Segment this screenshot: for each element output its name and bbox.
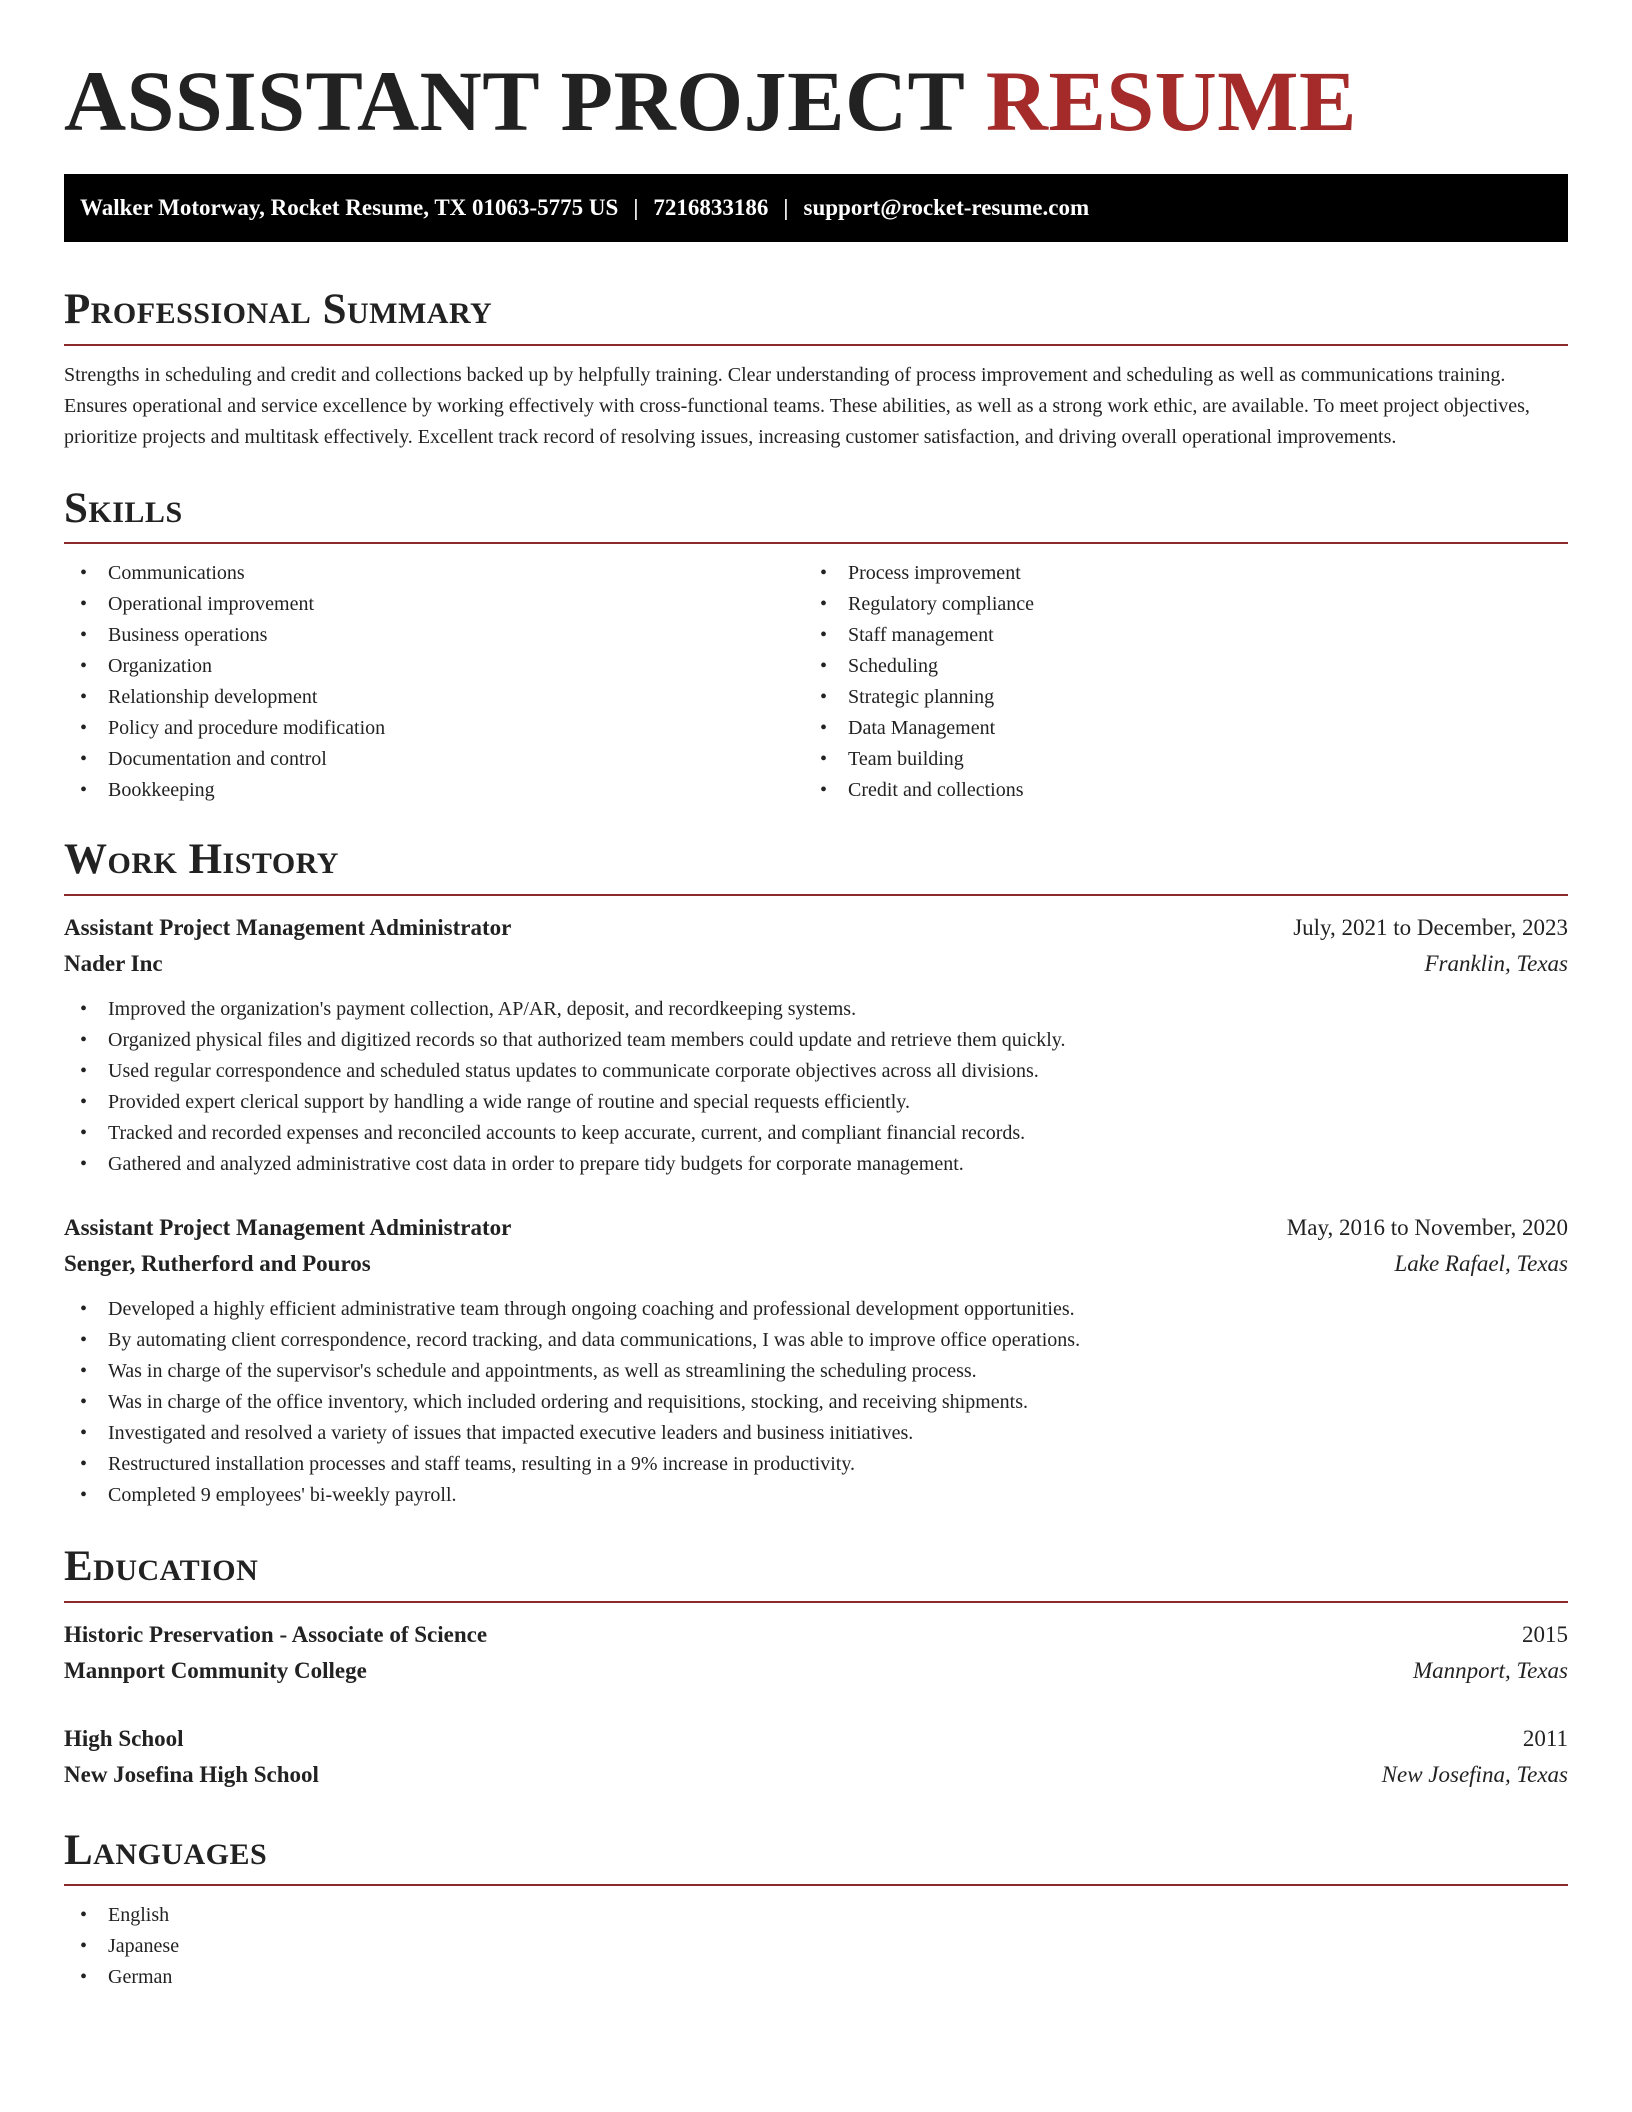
bullet-icon: • xyxy=(80,748,88,771)
bullet-icon: • xyxy=(820,593,828,616)
education-degree: High School xyxy=(64,1725,184,1751)
contact-email: support@rocket-resume.com xyxy=(803,195,1090,221)
bullet-icon: • xyxy=(820,717,828,740)
job-bullet: • Improved the organization's payment collection, AP/AR, deposit, and recordkeeping systems. xyxy=(64,994,1568,1025)
education-location: Mannport, Texas xyxy=(1412,1657,1568,1683)
job-bullet: • Used regular correspondence and scheduled status updates to communicate corporate objectives across all divisions. xyxy=(64,1056,1568,1087)
section-divider xyxy=(64,542,1568,544)
bullet-icon: • xyxy=(820,562,828,585)
contact-address: Walker Motorway, Rocket Resume, TX 01063-5775 US xyxy=(80,195,619,221)
bullet-icon: • xyxy=(80,1060,88,1083)
job-header-row xyxy=(64,910,1568,946)
bullet-icon: • xyxy=(80,624,88,647)
education-year: 2015 xyxy=(1522,1621,1568,1647)
bullet-icon: • xyxy=(80,1453,88,1476)
title-accent: RESUME xyxy=(985,53,1357,149)
job-title: Assistant Project Management Administrator xyxy=(64,1215,512,1241)
languages-list xyxy=(64,1900,1568,1993)
section-divider xyxy=(64,1884,1568,1886)
job-bullet: • Provided expert clerical support by handling a wide range of routine and special requests efficiently. xyxy=(64,1087,1568,1118)
skill-item: • Data Management xyxy=(804,713,1544,744)
job-bullet: • Was in charge of the supervisor's schedule and appointments, as well as streamlining the scheduling process. xyxy=(64,1356,1568,1387)
resume-title xyxy=(64,0,1568,149)
bullet-icon: • xyxy=(80,1298,88,1321)
bullet-icon: • xyxy=(80,593,88,616)
job-bullet: • Was in charge of the office inventory, which included ordering and requisitions, stocking, and receiving shipments. xyxy=(64,1387,1568,1418)
job-bullet: • Completed 9 employees' bi-weekly payroll. xyxy=(64,1480,1568,1511)
bullet-icon: • xyxy=(80,1484,88,1507)
education-entry xyxy=(64,1617,1568,1689)
bullet-icon: • xyxy=(80,779,88,802)
skill-item: • Regulatory compliance xyxy=(804,589,1544,620)
job-bullet: • Tracked and recorded expenses and reconciled accounts to keep accurate, current, and compliant financial records. xyxy=(64,1118,1568,1149)
language-item: • German xyxy=(64,1962,1568,1993)
job-company: Senger, Rutherford and Pouros xyxy=(64,1251,371,1277)
section-heading-work: Work History xyxy=(64,836,339,884)
skill-item: • Policy and procedure modification xyxy=(64,713,804,744)
contact-bar xyxy=(64,174,1568,242)
job-header-row xyxy=(64,1210,1568,1246)
job-company-row xyxy=(64,1246,1568,1282)
bullet-icon: • xyxy=(80,1153,88,1176)
bullet-icon: • xyxy=(80,1904,88,1927)
section-heading-languages: Languages xyxy=(64,1826,268,1874)
job-bullet: • By automating client correspondence, record tracking, and data communications, I was able to improve office operations. xyxy=(64,1325,1568,1356)
job-location: Franklin, Texas xyxy=(1424,951,1568,977)
section-divider xyxy=(64,894,1568,896)
bullet-icon: • xyxy=(80,717,88,740)
skill-item: • Strategic planning xyxy=(804,682,1544,713)
skill-item: • Operational improvement xyxy=(64,589,804,620)
summary-text: Strengths in scheduling and credit and collections backed up by helpfully training. Clear understanding of process improvement and scheduling as well as communications training. Ensures operational and service excellence by working effectively with cross-functional teams. These abilities, as well as a strong work ethic, are available. To meet project objectives, prioritize projects and multitask effectively. Excellent track record of resolving issues, increasing customer satisfaction, and driving overall operational improvements. xyxy=(64,363,1530,448)
skills-column-left xyxy=(64,558,804,806)
section-heading-skills: Skills xyxy=(64,484,183,532)
bullet-icon: • xyxy=(80,1029,88,1052)
job-bullets xyxy=(64,1294,1568,1511)
skills-section xyxy=(64,483,1568,807)
bullet-icon: • xyxy=(80,1391,88,1414)
skill-item: • Team building xyxy=(804,744,1544,775)
section-divider xyxy=(64,344,1568,346)
job-title: Assistant Project Management Administrator xyxy=(64,915,512,941)
education-school-row xyxy=(64,1653,1568,1689)
bullet-icon: • xyxy=(80,655,88,678)
job-bullet: • Gathered and analyzed administrative cost data in order to prepare tidy budgets for corporate management. xyxy=(64,1149,1568,1180)
skill-item: • Business operations xyxy=(64,620,804,651)
bullet-icon: • xyxy=(820,779,828,802)
job-company: Nader Inc xyxy=(64,951,163,977)
professional-summary-section xyxy=(64,284,1568,453)
skill-item: • Process improvement xyxy=(804,558,1544,589)
education-header-row xyxy=(64,1721,1568,1757)
title-main: ASSISTANT PROJECT xyxy=(64,53,964,149)
education-school-row xyxy=(64,1757,1568,1793)
work-history-section xyxy=(64,834,1568,1511)
bullet-icon: • xyxy=(80,1360,88,1383)
bullet-icon: • xyxy=(80,1091,88,1114)
language-item: • Japanese xyxy=(64,1931,1568,1962)
education-entry xyxy=(64,1721,1568,1793)
skill-item: • Organization xyxy=(64,651,804,682)
skill-item: • Staff management xyxy=(804,620,1544,651)
skill-item: • Credit and collections xyxy=(804,775,1544,806)
job-company-row xyxy=(64,946,1568,982)
job-dates: May, 2016 to November, 2020 xyxy=(1286,1215,1568,1241)
education-school: New Josefina High School xyxy=(64,1761,319,1787)
bullet-icon: • xyxy=(80,1329,88,1352)
languages-section xyxy=(64,1825,1568,1994)
education-location: New Josefina, Texas xyxy=(1381,1761,1568,1787)
skills-grid xyxy=(64,558,1568,806)
job-bullets xyxy=(64,994,1568,1180)
job-bullet: • Organized physical files and digitized records so that authorized team members could update and retrieve them quickly. xyxy=(64,1025,1568,1056)
job-entry xyxy=(64,1210,1568,1511)
job-entry xyxy=(64,910,1568,1180)
bullet-icon: • xyxy=(80,1422,88,1445)
skill-item: • Communications xyxy=(64,558,804,589)
bullet-icon: • xyxy=(80,686,88,709)
skill-item: • Relationship development xyxy=(64,682,804,713)
bullet-icon: • xyxy=(80,998,88,1021)
contact-separator: | xyxy=(783,195,789,221)
job-bullet: • Restructured installation processes and staff teams, resulting in a 9% increase in productivity. xyxy=(64,1449,1568,1480)
skill-item: • Documentation and control xyxy=(64,744,804,775)
bullet-icon: • xyxy=(80,1122,88,1145)
bullet-icon: • xyxy=(820,686,828,709)
skill-item: • Bookkeeping xyxy=(64,775,804,806)
bullet-icon: • xyxy=(820,748,828,771)
bullet-icon: • xyxy=(80,1966,88,1989)
skill-item: • Scheduling xyxy=(804,651,1544,682)
job-bullet: • Investigated and resolved a variety of issues that impacted executive leaders and business initiatives. xyxy=(64,1418,1568,1449)
section-heading-education: Education xyxy=(64,1543,259,1591)
education-year: 2011 xyxy=(1522,1725,1568,1751)
education-section xyxy=(64,1541,1568,1793)
job-bullet: • Developed a highly efficient administrative team through ongoing coaching and professional development opportunities. xyxy=(64,1294,1568,1325)
skills-column-right xyxy=(804,558,1544,806)
section-heading-summary: Professional Summary xyxy=(64,286,493,334)
education-degree: Historic Preservation - Associate of Science xyxy=(64,1621,488,1647)
section-divider xyxy=(64,1601,1568,1603)
job-location: Lake Rafael, Texas xyxy=(1394,1251,1568,1277)
education-school: Mannport Community College xyxy=(64,1657,367,1683)
bullet-icon: • xyxy=(80,562,88,585)
education-header-row xyxy=(64,1617,1568,1653)
bullet-icon: • xyxy=(80,1935,88,1958)
job-dates: July, 2021 to December, 2023 xyxy=(1293,915,1568,941)
contact-separator: | xyxy=(633,195,639,221)
bullet-icon: • xyxy=(820,655,828,678)
contact-phone: 7216833186 xyxy=(653,195,769,221)
language-item: • English xyxy=(64,1900,1568,1931)
bullet-icon: • xyxy=(820,624,828,647)
